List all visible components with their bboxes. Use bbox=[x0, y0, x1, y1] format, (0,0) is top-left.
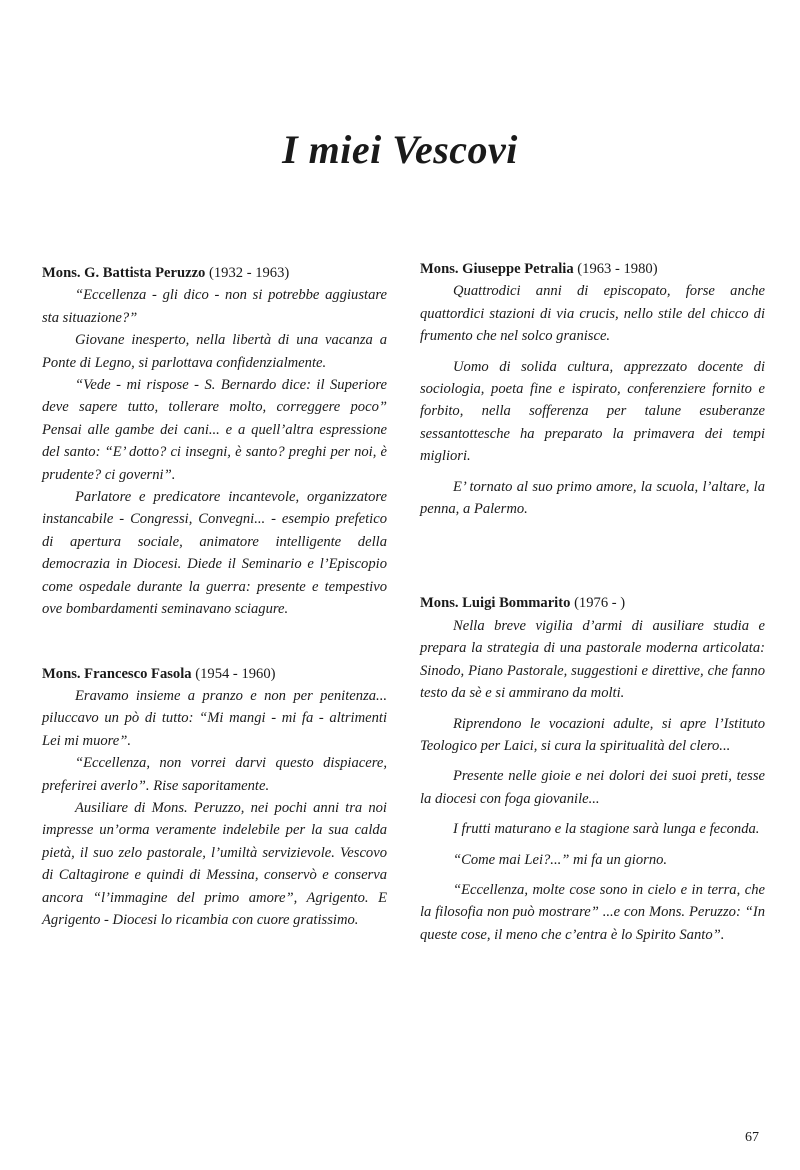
paragraph: I frutti maturano e la stagione sarà lunga e feconda. bbox=[453, 821, 760, 838]
paragraph: E’ tornato al suo primo amore, la scuola, l’altare, la penna, a Palermo. bbox=[420, 478, 765, 518]
paragraph: Riprendono le vocazioni adulte, si apre l’Istituto Teologico per Laici, si cura la spiritualità del clero... bbox=[420, 715, 765, 754]
bishop-heading bbox=[42, 262, 387, 284]
bishop-name: Mons. Luigi Bommarito bbox=[420, 595, 571, 612]
paragraph: Giovane inesperto, nella libertà di una vacanza a Ponte di Legno, si parlottava confidenzialmente. bbox=[42, 332, 387, 371]
paragraph: “Come mai Lei?...” mi fa un giorno. bbox=[453, 851, 668, 868]
paragraph: Uomo di solida cultura, apprezzato docente di sociologia, poeta fine e ispirato, conferenziere fornito e forbito, nella sofferenza per talune esuberanze sessantottesche ha preparato la primavera dei tempi migliori. bbox=[420, 358, 765, 465]
left-column bbox=[42, 262, 387, 931]
bishop-name: Mons. Francesco Fasola bbox=[42, 665, 192, 682]
paragraph: Presente nelle gioie e nei dolori dei suoi preti, tesse la diocesi con foga giovanile... bbox=[420, 768, 765, 807]
bishop-name: Mons. G. Battista Peruzzo bbox=[42, 265, 206, 281]
bishop-years: (1963 - 1980) bbox=[577, 261, 658, 277]
bishop-section-fasola bbox=[42, 663, 387, 932]
bishop-years: (1976 - ) bbox=[574, 595, 626, 612]
bishop-section-petralia bbox=[420, 258, 765, 520]
bishop-name: Mons. Giuseppe Petralia bbox=[420, 261, 574, 277]
bishop-years: (1954 - 1960) bbox=[195, 665, 276, 682]
bishop-section-bommarito bbox=[420, 592, 765, 946]
bishop-heading bbox=[42, 663, 387, 685]
paragraph: “Eccellenza, non vorrei darvi questo dispiacere, preferirei averlo”. Rise saporitamente. bbox=[42, 755, 387, 794]
paragraph: Quattrodici anni di episcopato, forse anche quattordici stazioni di via crucis, nello stile del chicco di frumento che nel solco granisce. bbox=[420, 283, 765, 345]
paragraph: Ausiliare di Mons. Peruzzo, nei pochi anni tra noi impresse un’orma veramente indelebile per la sua calda pietà, il suo zelo pastorale, l’umiltà servizievole. Vescovo di Caltagirone e quindi di Messina, conservò e conserva ancora “l’immagine del primo amore”, Agrigento. E Agrigento - Diocesi lo ricambia con cuore gratissimo. bbox=[42, 799, 387, 928]
bishop-heading bbox=[420, 592, 765, 614]
bishop-section-peruzzo bbox=[42, 262, 387, 621]
paragraph: Parlatore e predicatore incantevole, organizzatore instancabile - Congressi, Convegni... - esempio prefetico di apertura sociale, animatore intelligente della democrazia in Diocesi. Diede il Seminario e l’Episcopio come ospedale durante la guerra: presente e tempestivo ove bombardamenti seminavano sciagure. bbox=[42, 489, 387, 618]
paragraph: Eravamo insieme a pranzo e non per penitenza... piluccavo un pò di tutto: “Mi mangi - mi fa - altrimenti Lei mi muore”. bbox=[42, 687, 387, 749]
bishop-heading bbox=[420, 258, 765, 280]
paragraph: “Eccellenza, molte cose sono in cielo e in terra, che la filosofia non può mostrare” ...e con Mons. Peruzzo: “In queste cose, il meno che c’entra è lo Spirito Santo”. bbox=[420, 881, 765, 943]
bishop-years: (1932 - 1963) bbox=[209, 265, 290, 281]
right-column bbox=[420, 258, 765, 946]
paragraph: “Eccellenza - gli dico - non si potrebbe aggiustare sta situazione?” bbox=[42, 287, 387, 326]
paragraph: Nella breve vigilia d’armi di ausiliare studia e prepara la strategia di una pastorale moderna articolata: Sinodo, Piano Pastorale, suggestioni e direttive, che fanno testo da sè e si ammirano da molti. bbox=[420, 617, 765, 702]
page-title: I miei Vescovi bbox=[282, 127, 518, 172]
page-number: 67 bbox=[745, 1130, 759, 1145]
paragraph: “Vede - mi rispose - S. Bernardo dice: il Superiore deve sapere tutto, tollerare molto, correggere poco” Pensai alle gambe dei cani... e a quell’altra espressione del santo: “E’ dotto? ci insegni, è santo? preghi per noi, è prudente? ci governi”. bbox=[42, 377, 387, 483]
